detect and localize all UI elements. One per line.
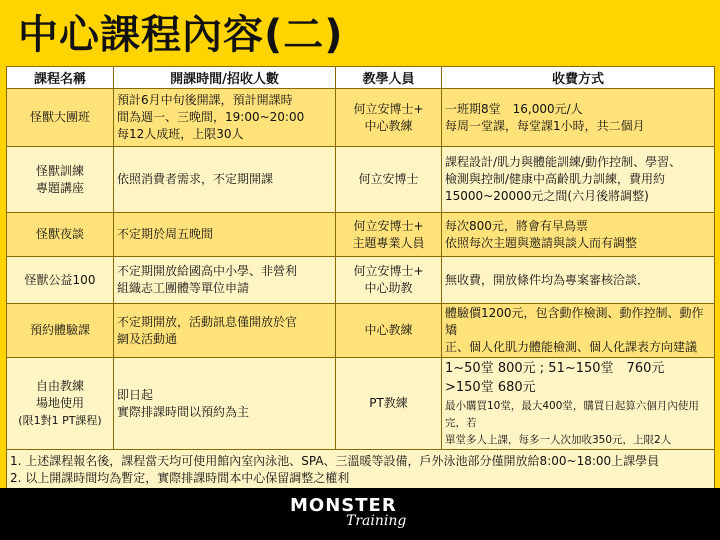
course-name-cell (7, 358, 114, 450)
fee-line: 1~50堂 800元 ; 51~150堂 760元 (445, 361, 665, 376)
schedule-line: 即日起 (117, 387, 154, 402)
header-fee: 收費方式 (442, 67, 715, 89)
schedule-cell (114, 304, 336, 358)
schedule-cell (114, 358, 336, 450)
fee-cell (442, 257, 715, 304)
course-name-cell (7, 257, 114, 304)
teacher-line: 中心助教 (364, 281, 413, 295)
teacher-line: 主題專業人員 (352, 235, 425, 250)
fee-line: 課程設計/肌力與體能訓練/動作控制、學習、 (445, 155, 682, 169)
teacher-cell (336, 89, 442, 147)
table-row (7, 257, 715, 304)
course-name: 場地使用 (35, 396, 84, 410)
table-header-row (7, 67, 715, 89)
schedule-line: 預計6月中旬後開課，預計開課時 (117, 93, 293, 107)
course-name-cell (7, 147, 114, 213)
table-row (7, 304, 715, 358)
teacher-cell (336, 358, 442, 450)
fee-line: 正、個人化肌力體能檢測、個人化課表方向建議 (445, 340, 698, 354)
schedule-cell (114, 213, 336, 257)
monster-training-logo (290, 495, 420, 535)
fee-line: 一班期8堂 16,000元/人 (445, 101, 583, 116)
table-row (7, 358, 715, 450)
course-name: 怪獸夜談 (35, 227, 84, 241)
fee-line: >150堂 680元 (445, 380, 536, 395)
schedule-line: 間為週一、三晚間，19:00~20:00 (117, 110, 305, 124)
header-schedule: 開課時間/招收人數 (114, 67, 336, 89)
note-1: 1. 上述課程報名後，課程當天均可使用館內室內泳池、SPA、三溫暖等設備，戶外泳池部分僅開放給8:00~18:00上課學員 (10, 453, 660, 468)
table-row (7, 213, 715, 257)
course-name: 專題講座 (35, 180, 84, 195)
logo-top-text: MONSTER (290, 495, 397, 516)
schedule-line: 不定期開放，活動訊息僅開放於官 (117, 314, 298, 329)
course-name: 怪獸大團班 (29, 110, 90, 124)
logo-bottom-text: Training (346, 513, 407, 529)
note-2: 2. 以上開課時間均為暫定，實際排課時間本中心保留調整之權利 (10, 470, 350, 485)
schedule-cell (114, 89, 336, 147)
schedule-line: 不定期於周五晚間 (117, 227, 214, 241)
table-row (7, 89, 715, 147)
fee-line: 依照每次主題與邀請與談人而有調整 (445, 235, 638, 250)
course-name: (限1對1 PT課程) (18, 414, 102, 427)
teacher-line: 何立安博士 (358, 172, 419, 186)
schedule-line: 依照消費者需求，不定期開課 (117, 172, 274, 186)
fee-line: 15000~20000元之間(六月後將調整) (445, 189, 649, 203)
teacher-line: 何立安博士+ (353, 218, 424, 233)
fee-cell (442, 304, 715, 358)
course-name: 怪獸公益100 (24, 272, 96, 287)
fee-cell (442, 89, 715, 147)
course-name-cell (7, 213, 114, 257)
fee-note: 單堂多人上課，每多一人次加收350元，上限2人 (445, 434, 672, 446)
fee-line: 檢測與控制/健康中高齡肌力訓練，費用約 (445, 172, 666, 186)
table-row (7, 147, 715, 213)
teacher-line: 何立安博士+ (353, 264, 424, 278)
schedule-cell (114, 147, 336, 213)
notes-row (7, 450, 715, 490)
fee-line: 體驗價1200元，包含動作檢測、動作控制、動作矯 (445, 306, 704, 337)
course-name-cell (7, 304, 114, 358)
course-name: 預約體驗課 (29, 323, 90, 337)
schedule-cell (114, 257, 336, 304)
teacher-line: 中心教練 (364, 118, 413, 133)
schedule-line: 不定期開放給國高中小學、非營利 (117, 264, 298, 278)
schedule-line: 每12人成班，上限30人 (117, 127, 244, 141)
teacher-line: 何立安博士+ (353, 101, 424, 116)
teacher-line: 中心教練 (364, 323, 413, 337)
teacher-cell (336, 257, 442, 304)
schedule-line: 網及活動通 (117, 331, 178, 346)
fee-cell (442, 358, 715, 450)
fee-note: 最小購買10堂，最大400堂，購買日起算六個月內使用完，若 (445, 400, 699, 429)
teacher-cell (336, 213, 442, 257)
fee-line: 每次800元，將會有早鳥票 (445, 218, 588, 233)
teacher-line: PT教練 (369, 396, 408, 410)
fee-cell (442, 147, 715, 213)
course-name: 怪獸訓練 (35, 163, 84, 178)
teacher-cell (336, 304, 442, 358)
fee-line: 每周一堂課，每堂課1小時，共二個月 (445, 118, 645, 133)
teacher-cell (336, 147, 442, 213)
course-table (6, 66, 715, 490)
fee-line: 無收費，開放條件均為專案審核洽談． (445, 272, 650, 287)
notes-cell (7, 450, 715, 490)
fee-cell (442, 213, 715, 257)
course-name: 自由教練 (35, 379, 84, 393)
schedule-line: 實際排課時間以預約為主 (117, 404, 250, 419)
course-name-cell (7, 89, 114, 147)
schedule-line: 組織志工團體等單位申請 (117, 281, 250, 295)
header-teacher: 教學人員 (336, 67, 442, 89)
header-course-name: 課程名稱 (7, 67, 114, 89)
page-title: 中心課程內容(二) (18, 12, 344, 58)
